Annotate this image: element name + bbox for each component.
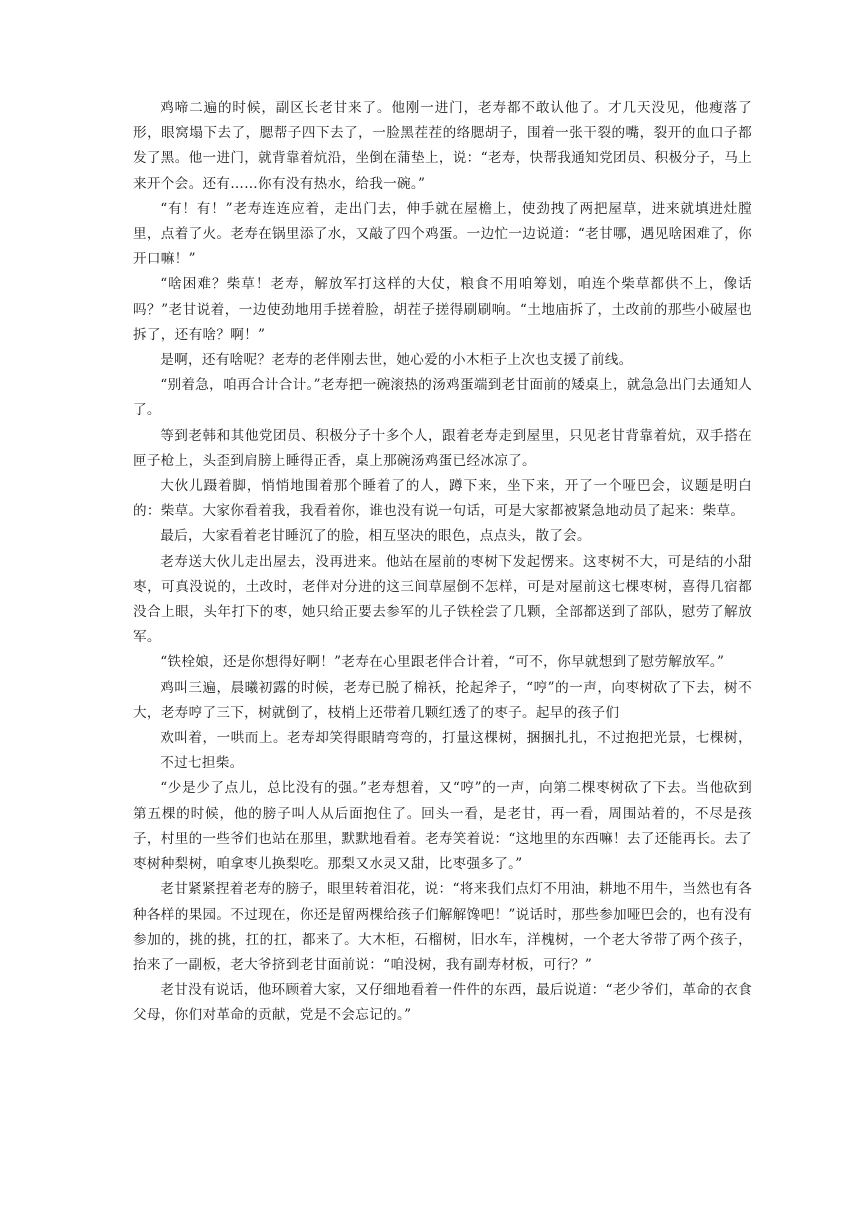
paragraph-10: “铁栓娘，还是你想得好啊！”老寿在心里跟老伴合计着，“可不，你早就想到了慰劳解放军。”	[160, 654, 725, 671]
paragraph-9: 老寿送大伙儿走出屋去，没再进来。他站在屋前的枣树下发起愣来。这枣树不大，可是结的小甜枣，可真没说的，土改时，老伴对分进的这三间草屋倒不怎样，可是对屋前这七棵枣树，喜得几宿都没合上眼，头年打下的枣，她只给正要去参军的儿子铁栓尝了几颗，全部都送到了部队，慰劳了解放军。	[133, 553, 752, 646]
paragraph-5: “别着急，咱再合计合计。”老寿把一碗滚热的汤鸡蛋端到老甘面前的矮桌上，就急急出门去通知人了。	[133, 377, 752, 419]
paragraph-12: 欢叫着，一哄而上。老寿却笑得眼睛弯弯的，打量这棵树，捆捆扎扎，不过抱把光景，七棵树，不过七担柴。	[160, 730, 752, 772]
paragraph-3: “啥困难？柴草！老寿，解放军打这样的大仗，粮食不用咱筹划，咱连个柴草都供不上，像话吗？”老甘说着，一边使劲地用手搓着脸，胡茬子搓得刷刷响。“土地庙拆了，土改前的那些小破屋也拆了，还有啥？啊！”	[133, 276, 752, 343]
paragraph-6: 等到老韩和其他党团员、积极分子十多个人，跟着老寿走到屋里，只见老甘背靠着炕，双手搭在匣子枪上，头歪到肩膀上睡得正香，桌上那碗汤鸡蛋已经冰凉了。	[133, 427, 752, 469]
paragraph-2: “有！有！”老寿连连应着，走出门去，伸手就在屋檐上，使劲拽了两把屋草，进来就填进灶膛里，点着了火。老寿在锅里添了水，又敲了四个鸡蛋。一边忙一边说道：“老甘哪，遇见啥困难了，你开口嘛！”	[133, 200, 752, 268]
paragraph-15: 老甘没有说话，他环顾着大家，又仔细地看着一件件的东西，最后说道：“老少爷们，革命的衣食父母，你们对革命的贡献，党是不会忘记的。”	[133, 982, 752, 1024]
paragraph-7: 大伙儿蹑着脚，悄悄地围着那个睡着了的人，蹲下来，坐下来，开了一个哑巴会，议题是明白的：柴草。大家你看着我，我看着你，谁也没有说一句话，可是大家都被紧急地动员了起来：柴草。	[133, 478, 752, 520]
paragraph-13: “少是少了点儿，总比没有的强。”老寿想着，又“哼”的一声，向第二棵枣树砍了下去。当他砍到第五棵的时候，他的膀子叫人从后面抱住了。回头一看，是老甘，再一看，周围站着的，不尽是孩子，村里的一些爷们也站在那里，默默地看着。老寿笑着说：“这地里的东西嘛！去了还能再长。去了枣树种梨树，咱拿枣儿换梨吃。那梨又水灵又甜，比枣强多了。”	[133, 780, 752, 873]
paragraph-1: 鸡啼二遍的时候，副区长老甘来了。他刚一进门，老寿都不敢认他了。才几天没见，他瘦落了形，眼窝塌下去了，腮帮子四下去了，一脸黑茬茬的络腮胡子，围着一张干裂的嘴，裂开的血口子都发了黑。他一进门，就背靠着炕沿，坐倒在蒲垫上，说：“老寿，快帮我通知党团员、积极分子，马上来开个会。还有……你有没有热水，给我一碗。”	[133, 100, 752, 192]
paragraph-11: 鸡叫三遍，晨曦初露的时候，老寿已脱了棉袄，抡起斧子，“哼”的一声，向枣树砍了下去，树不大，老寿哼了三下，树就倒了，枝梢上还带着几颗红透了的枣子。起早的孩子们	[133, 679, 752, 721]
paragraph-4: 是啊，还有啥呢？老寿的老伴刚去世，她心爱的小木柜子上次也支援了前线。	[160, 352, 633, 369]
paragraph-14: 老甘紧紧捏着老寿的膀子，眼里转着泪花，说：“将来我们点灯不用油，耕地不用牛，当然也有各种各样的果园。不过现在，你还是留两棵给孩子们解解馋吧！”说话时，那些参加哑巴会的，也有没有参加的，挑的挑，扛的扛，都来了。大木柜，石榴树，旧水车，洋槐树，一个老大爷带了两个孩子，抬来了一副板，老大爷挤到老甘面前说：“咱没树，我有副寿材板，可行？”	[133, 881, 752, 973]
paragraph-8: 最后，大家看着老甘睡沉了的脸，相互坚决的眼色，点点头，散了会。	[160, 528, 591, 545]
